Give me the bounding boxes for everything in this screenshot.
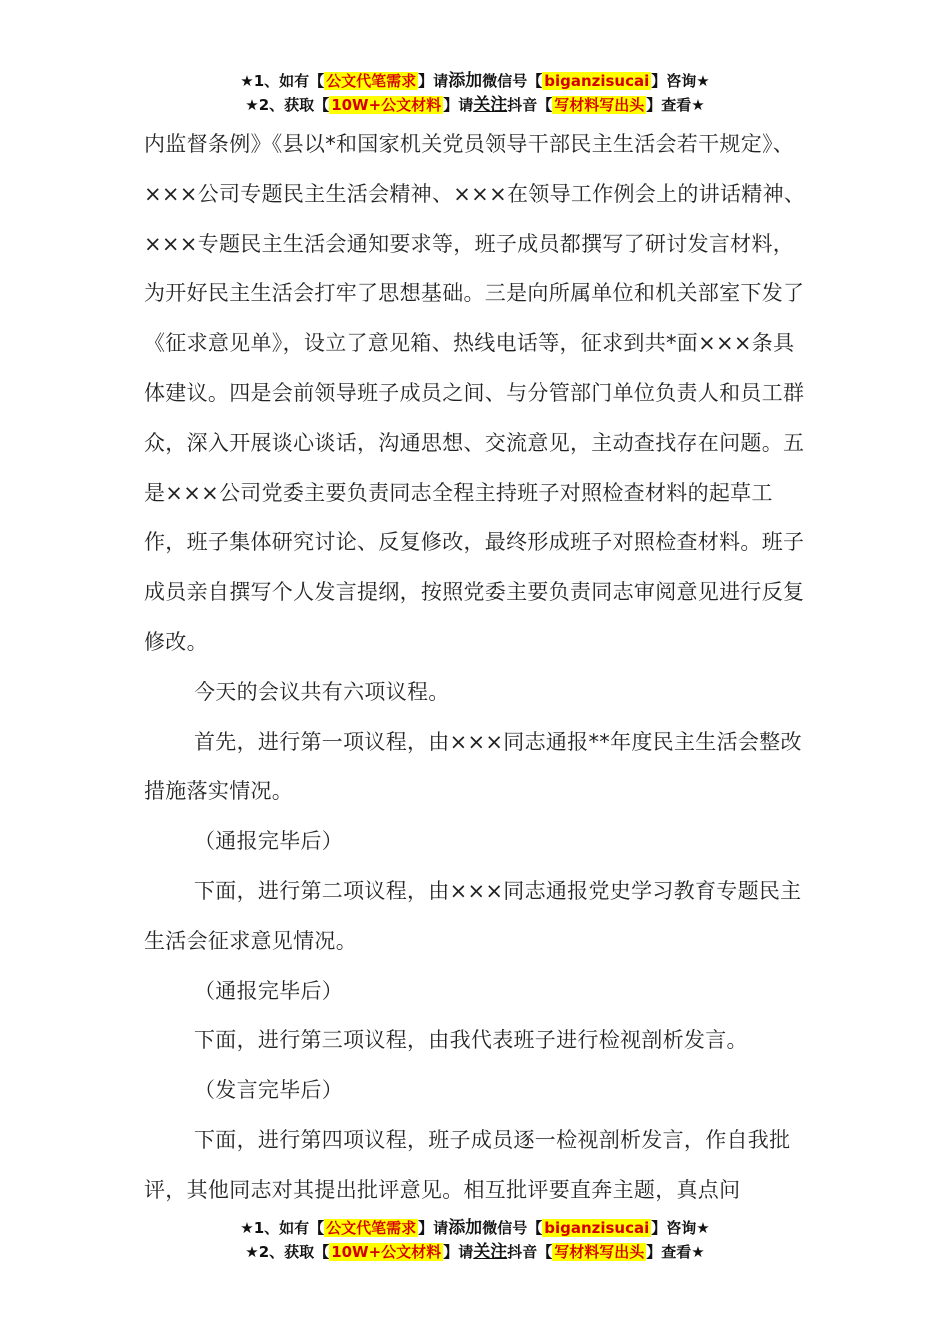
douyin-account: 写材料写出头 (554, 96, 645, 114)
paragraph-note-2: （通报完毕后） (194, 978, 344, 1003)
promo-line-1: ★1、如有【 公文代笔需求 】请添加微信号【 biganzisucai 】咨询★ (240, 1218, 710, 1238)
highlight-service: 公文代笔需求 (326, 1219, 417, 1237)
paragraph-agenda-1: 首先，进行第一项议程，由×××同志通报**年度民主生活会整改措施落实情况。 (144, 729, 802, 804)
wechat-id: biganzisucai (544, 72, 650, 90)
header-promo-banner (0, 69, 950, 117)
douyin-account: 写材料写出头 (554, 1243, 645, 1261)
paragraph-agenda-intro: 今天的会议共有六项议程。 (194, 679, 450, 704)
highlight-service: 公文代笔需求 (326, 72, 417, 90)
paragraph-agenda-3: 下面，进行第三项议程，由我代表班子进行检视剖析发言。 (194, 1028, 748, 1053)
highlight-materials: 10W+公文材料 (331, 1243, 442, 1261)
document-body (144, 120, 814, 1216)
promo-line-2: ★2、获取【 10W+公文材料 】请关注抖音【 写材料写出头 】查看★ (245, 1242, 705, 1262)
paragraph-note-1: （通报完毕后） (194, 829, 344, 854)
paragraph-preparation: 内监督条例》《县以*和国家机关党员领导干部民主生活会若干规定》、×××公司专题民主生活会精神、×××在领导工作例会上的讲话精神、×××专题民主生活会通知要求等，班子成员都撰写了研讨发言材料，为开好民主生活会打牢了思想基础。三是向所属单位和机关部室下发了《征求意见单》，设立了意见箱、热线电话等，征求到共*面×××条具体建议。四是会前领导班子成员之间、与分管部门单位负责人和员工群众，深入开展谈心谈话，沟通思想、交流意见，主动查找存在问题。五是×××公司党委主要负责同志全程主持班子对照检查材料的起草工作，班子集体研究讨论、反复修改，最终形成班子对照检查材料。班子成员亲自撰写个人发言提纲，按照党委主要负责同志审阅意见进行反复修改。 (144, 132, 806, 654)
paragraph-agenda-4: 下面，进行第四项议程，班子成员逐一检视剖析发言，作自我批评，其他同志对其提出批评意见。相互批评要直奔主题，真点问 (144, 1127, 791, 1202)
paragraph-agenda-2: 下面，进行第二项议程，由×××同志通报党史学习教育专题民主生活会征求意见情况。 (144, 878, 802, 953)
paragraph-note-3: （发言完毕后） (194, 1078, 344, 1103)
footer-promo-banner (0, 1216, 950, 1264)
promo-line-2: ★2、获取【 10W+公文材料 】请关注抖音【 写材料写出头 】查看★ (245, 95, 705, 115)
wechat-id: biganzisucai (544, 1219, 650, 1237)
highlight-materials: 10W+公文材料 (331, 96, 442, 114)
promo-line-1: ★1、如有【 公文代笔需求 】请添加微信号【 biganzisucai 】咨询★ (240, 71, 710, 91)
